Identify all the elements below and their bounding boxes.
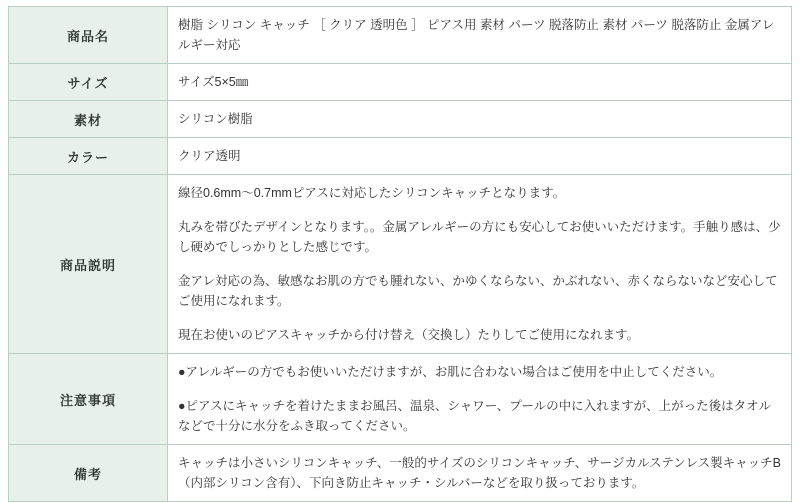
row-header-product-name: 商品名 <box>9 7 168 64</box>
row-value-product-name: 樹脂 シリコン キャッチ ［ クリア 透明色 ］ ピアス用 素材 パーツ 脱落防止 素材 パーツ 脱落防止 金属アレルギー対応 <box>168 7 792 64</box>
table-row <box>9 354 792 445</box>
table-row <box>9 64 792 101</box>
description-paragraph: 金アレ対応の為、敏感なお肌の方でも腫れない、かゆくならない、かぶれない、赤くならないなど安心してご使用になれます。 <box>178 274 778 308</box>
note-paragraph: ●アレルギーの方でもお使いいただけますが、お肌に合わない場合はご使用を中止してください。 <box>178 365 723 379</box>
description-paragraph: 現在お使いのピアスキャッチから付け替え（交換し）たりしてご使用になれます。 <box>178 328 640 342</box>
description-paragraph: 丸みを帯びたデザインとなります。。金属アレルギーの方にも安心してお使いいただけます。手触り感は、少し硬めでしっかりとした感じです。 <box>178 220 781 254</box>
note-paragraph: ●ピアスにキャッチを着けたままお風呂、温泉、シャワー、プールの中に入れますが、上がった後はタオルなどで十分に水分をふき取ってください。 <box>178 399 772 433</box>
table-row <box>9 101 792 138</box>
row-header-notes: 注意事項 <box>9 354 168 445</box>
product-spec-table <box>8 6 792 502</box>
table-row <box>9 7 792 64</box>
row-header-size: サイズ <box>9 64 168 101</box>
row-value-remarks: キャッチは小さいシリコンキャッチ、一般的サイズのシリコンキャッチ、サージカルステンレス製キャッチB（内部シリコン含有）、下向き防止キャッチ・シルバーなどを取り扱っております。 <box>168 445 792 502</box>
row-value-color: クリア透明 <box>168 138 792 175</box>
row-value-material: シリコン樹脂 <box>168 101 792 138</box>
row-value-size: サイズ5×5㎜ <box>168 64 792 101</box>
row-header-material: 素材 <box>9 101 168 138</box>
table-row <box>9 445 792 502</box>
table-row <box>9 175 792 354</box>
row-value-description <box>168 175 792 354</box>
table-row <box>9 138 792 175</box>
row-header-description: 商品説明 <box>9 175 168 354</box>
description-paragraph: 線径0.6mm〜0.7mmピアスに対応したシリコンキャッチとなります。 <box>178 186 566 200</box>
row-header-color: カラー <box>9 138 168 175</box>
row-value-notes <box>168 354 792 445</box>
row-header-remarks: 備考 <box>9 445 168 502</box>
